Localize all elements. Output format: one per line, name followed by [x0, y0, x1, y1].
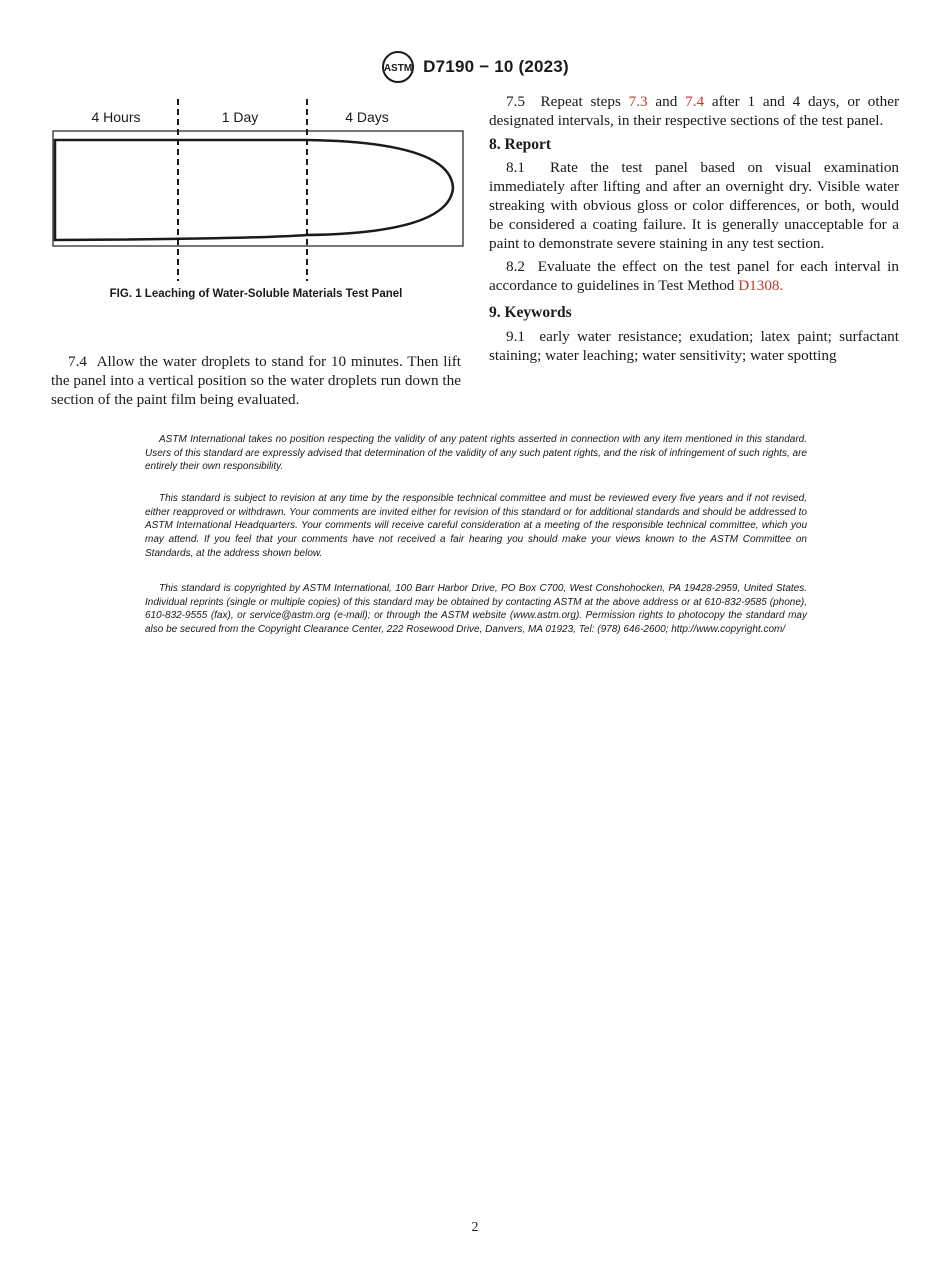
- test-panel-figure: [51, 95, 466, 285]
- astm-logo-icon: [381, 50, 415, 84]
- section-heading-keywords: 9. Keywords: [489, 303, 572, 321]
- reference-link-7-3[interactable]: 7.3: [628, 93, 648, 110]
- page-number: 2: [471, 1220, 479, 1235]
- reference-link-7-4[interactable]: 7.4: [685, 93, 705, 110]
- para-number: 8.1: [506, 159, 525, 177]
- page-header: [0, 50, 950, 84]
- paragraph-7-4: [51, 353, 461, 409]
- footer-note-copyright: This standard is copyrighted by ASTM International, 100 Barr Harbor Drive, PO Box C700, West Conshohocken, PA 19428-2959, United States. Individual reprints (single or multiple copies) of this standard may be obtained by contacting ASTM at the above address or at 610-832-9585 (phone), 610-832-9555 (fax), or service@astm.org (e-mail); or through the ASTM website (www.astm.org). Permission rights to photocopy the standard may also be secured from the Copyright Clearance Center, 222 Rosewood Drive, Danvers, MA 01923, Tel: (978) 646-2600; http://www.copyright.com/: [145, 583, 807, 636]
- logo-text: ASTM: [384, 63, 413, 74]
- paragraph-9-1: 9.1 early water resistance; exudation; latex paint; surfactant staining; water leaching; water sensitivity; water spotting: [489, 327, 899, 364]
- para-number: 8.2: [506, 258, 525, 276]
- paragraph-8-2: 8.2 Evaluate the effect on the test panel for each interval in accordance to guidelines in Test Method D1308.: [489, 258, 899, 295]
- para-text: Allow the water droplets to stand for 10 minutes. Then lift the panel into a vertical position so the water droplets run down the section of the paint film being evaluated.: [51, 353, 462, 408]
- document-id: D7190 − 10 (2023): [423, 57, 569, 76]
- right-column: [489, 93, 899, 365]
- para-number: 7.5: [506, 93, 525, 110]
- footer-note-revision: This standard is subject to revision at any time by the responsible technical committee and must be reviewed every five years and if not revised, either reapproved or withdrawn. Your comments are invited either for revision of this standard or for additional standards and should be addressed to ASTM International Headquarters. Your comments will receive careful consideration at a meeting of the responsible technical committee, which you may attend. If you feel that your comments have not received a fair hearing you should make your views known to the ASTM Committee on Standards, at the address shown below.: [145, 493, 807, 559]
- paragraph-8-1: 8.1 Rate the test panel based on visual examination immediately after lifting and after an overnight dry. Visible water streaking with obvious gloss or color differences, or both, would be considered a coating failure. It is generally unacceptable for a paint to demonstrate severe staining in any test section.: [489, 159, 900, 252]
- figure-caption: FIG. 1 Leaching of Water-Soluble Materials Test Panel: [109, 288, 403, 300]
- para-number: 9.1: [506, 327, 525, 345]
- footer-note-patent: ASTM International takes no position respecting the validity of any patent rights asserted in connection with any item mentioned in this standard. Users of this standard are expressly advised that determination of the validity of any such patent rights, and the risk of infringement of such rights, are entirely their own responsibility.: [145, 434, 807, 473]
- paint-film-shape: [55, 140, 453, 240]
- section-7-4: [51, 353, 461, 409]
- figure-label-4-hours: 4 Hours: [91, 109, 141, 125]
- reference-link-d1308[interactable]: D1308: [738, 277, 780, 295]
- section-heading-report: 8. Report: [489, 135, 551, 153]
- figure-label-1-day: 1 Day: [221, 109, 259, 125]
- para-number: 7.4: [68, 353, 87, 370]
- figure-label-4-days: 4 Days: [345, 109, 389, 125]
- paragraph-7-5: 7.5 Repeat steps 7.3 and 7.4 after 1 and 4 days, or other designated intervals, in their respective sections of the test panel.: [489, 93, 900, 129]
